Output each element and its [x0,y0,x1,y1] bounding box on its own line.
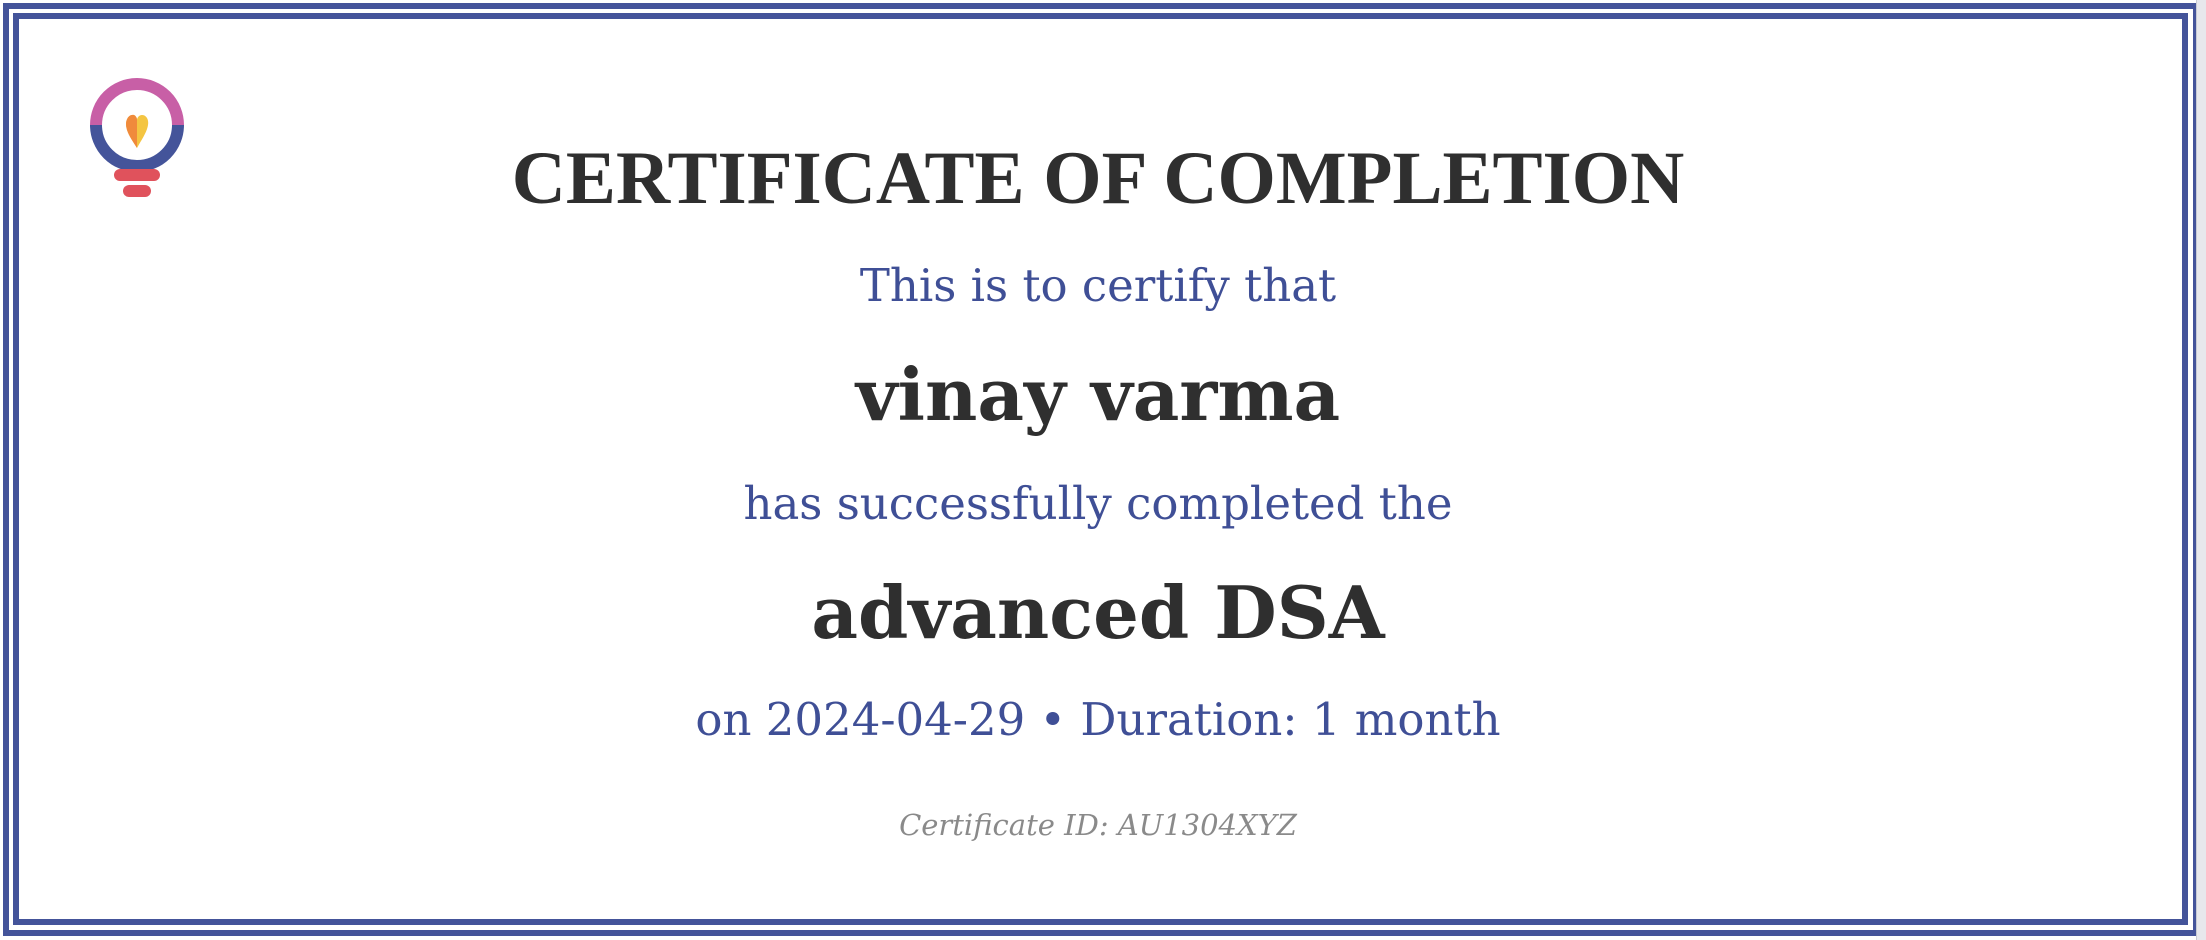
certificate-title: CERTIFICATE OF COMPLETION [511,137,1685,220]
recipient-name: vinay varma [855,352,1341,437]
certify-intro-text: This is to certify that [859,259,1337,312]
course-name: advanced DSA [811,570,1385,655]
scrollbar-track[interactable] [2196,0,2206,940]
completion-date-duration: on 2024-04-29 • Duration: 1 month [695,693,1501,746]
completion-text: has successfully completed the [743,477,1453,530]
certificate-id: Certificate ID: AU1304XYZ [899,808,1297,842]
